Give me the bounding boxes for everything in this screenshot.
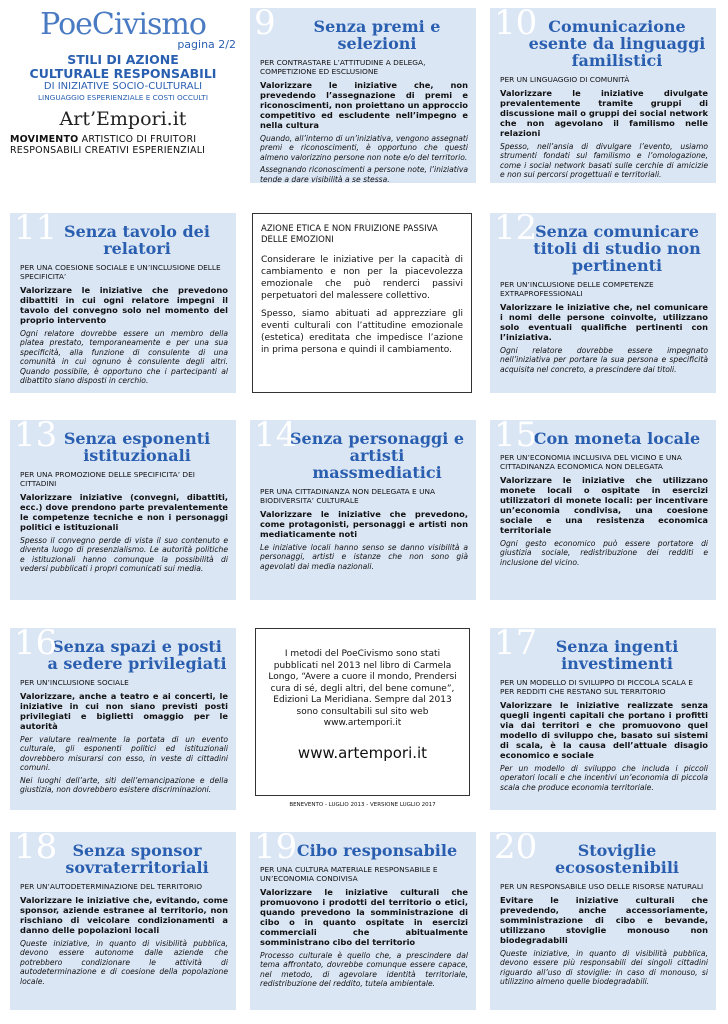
card-title: Stoviglie ecosostenibili xyxy=(555,841,679,877)
card-note: Le iniziative locali hanno senso se danno visibilità a personaggi, artisti e istanze che non sono già agevolati dai media nazionali. xyxy=(260,543,468,571)
card-title: Comunicazione esente da linguaggi familistici xyxy=(528,17,706,70)
card-17 xyxy=(490,628,716,810)
card-main-text: Valorizzare le iniziative che utilizzano monete locali o ospitate in esercizi utilizzatori di monete locali: per incentivare un’economia condivisa, una coesione sociale e una resistenza economica territoriale xyxy=(500,475,708,535)
card-title: Senza ingenti investimenti xyxy=(555,637,679,673)
card-title: Senza spazi e posti a sedere privilegiati xyxy=(47,637,227,673)
card-main-text: Valorizzare le iniziative che prevedono, come protagonisti, personaggi e artisti non mediaticamente noti xyxy=(260,509,468,539)
brand-name: Art’Empori.it xyxy=(59,108,187,130)
header xyxy=(10,7,236,192)
website-link[interactable]: www.artempori.it xyxy=(297,743,428,762)
card-main-text: Valorizzare le iniziative divulgate prevalentemente tramite gruppi di discussione mail o gruppi dei social network che non agevolano il familismo nelle relazioni xyxy=(500,88,708,138)
card-title: Senza personaggi e artisti massmediatici xyxy=(289,429,465,482)
card-main-text: Valorizzare le iniziative che prevedono dibattiti in cui ogni relatore impegni il tavolo del convegno solo nel momento del proprio intervento xyxy=(20,285,228,325)
card-20 xyxy=(490,832,716,1010)
card-number: 16 xyxy=(14,628,58,663)
card-note: Ogni gesto economico può essere portatore di giustizia sociale, redistribuzione dei redditi e inclusione del vicino. xyxy=(500,539,708,567)
movement-line: MOVIMENTO ARTISTICO DI FRUITORI xyxy=(10,134,197,145)
card-note: Quando, all’interno di un’iniziativa, vengono assegnati premi e riconoscimenti, è opportuno che questi almeno valorizzino persone non note e/o del territorio. xyxy=(260,134,468,162)
card-subtitle: PER CONTRASTARE L’ATTITUDINE A DELEGA, COMPETIZIONE ED ESCLUSIONE xyxy=(260,58,426,76)
card-subtitle: PER UNA CULTURA MATERIALE RESPONSABILE E UN’ECONOMIA CONDIVISA xyxy=(260,865,438,883)
card-note: Ogni relatore dovrebbe essere un membro della platea prestato, temporaneamente e per una sua specificità, alla funzione di consulente di una comunità in cui ognuno è consulente degli altri. Quando possibile, è opportuno che i partecipanti al dibattito siano disposti in cerchio. xyxy=(20,329,228,386)
card-subtitle: PER UN’INCLUSIONE SOCIALE xyxy=(20,678,129,687)
header-subtitle: DI INIZIATIVE SOCIO-CULTURALI xyxy=(43,81,203,92)
card-subtitle: PER UN’ECONOMIA INCLUSIVA DEL VICINO E UNA CITTADINANZA ECONOMICA NON DELEGATA xyxy=(500,453,682,471)
card-19 xyxy=(250,832,476,1010)
card-9 xyxy=(250,8,476,183)
card-title: Senza comunicare titoli di studio non pertinenti xyxy=(533,222,701,275)
card-title: Con moneta locale xyxy=(533,429,701,448)
card-subtitle: PER UN LINGUAGGIO DI COMUNITÀ xyxy=(500,75,630,84)
movement-line-2: RESPONSABILI CREATIVI ESPERIENZIALI xyxy=(10,145,206,156)
card-number: 19 xyxy=(254,832,298,867)
card-note: Per un modello di sviluppo che includa i piccoli operatori locali e che incentivi un’economia di piccola scala che produce economia territoriale. xyxy=(500,764,708,792)
card-12 xyxy=(490,213,716,393)
card-main-text: Valorizzare le iniziative culturali che promuovono i prodotti del territorio o etici, quando prevedono la somministrazione di cibo o in quanto ospitate in esercizi commerciali che abitualmente somministrano cibo del territorio xyxy=(260,887,468,947)
card-note: Per valutare realmente la portata di un evento culturale, gli esponenti politici ed istituzionali dovrebbero misurarsi con esso, in veste di cittadini comuni. xyxy=(20,735,228,773)
ethic-paragraph: Considerare le iniziative per la capacità di cambiamento e non per la piacevolezza emozionale che può renderci passivi perpetuatori del malessere collettivo. xyxy=(261,255,463,301)
header-tagline: LINGUAGGIO ESPERIENZIALE E COSTI OCCULTI xyxy=(37,93,208,102)
card-10 xyxy=(490,8,716,183)
card-number: 14 xyxy=(254,420,298,455)
card-number: 18 xyxy=(14,832,58,867)
card-14 xyxy=(250,420,476,600)
card-subtitle: PER UN RESPONSABILE USO DELLE RISORSE NATURALI xyxy=(500,882,704,891)
ethic-box xyxy=(252,213,472,393)
card-subtitle: PER UN’INCLUSIONE DELLE COMPETENZE EXTRAPROFESSIONALI xyxy=(500,280,654,298)
card-note: Nei luoghi dell’arte, siti dell’emancipazione e della giustizia, non dovrebbero esistere discriminazioni. xyxy=(20,775,228,795)
card-note: Queste iniziative, in quanto di visibilità pubblica, devono essere più responsabili dei singoli cittadini riguardo all’uso di stoviglie: in caso di monouso, si utilizzino almeno quelle biodegradabili. xyxy=(500,949,708,987)
card-main-text: Evitare le iniziative culturali che prevedendo, anche accessoriamente, somministrazione di cibo e bevande, utilizzano stoviglie monouso non biodegradabili xyxy=(500,895,708,945)
card-18 xyxy=(10,832,236,1010)
card-number: 13 xyxy=(14,420,58,455)
card-13 xyxy=(10,420,236,600)
card-main-text: Valorizzare le iniziative realizzate senza quegli ingenti capitali che portano i profitti via dai territori e che promuovono quel modello di sviluppo che, basato sui sistemi di scala, è la causa dell’attuale disagio economico e sociale xyxy=(500,700,708,760)
card-title: Senza sponsor sovraterritoriali xyxy=(65,841,209,877)
card-note: Spesso il convegno perde di vista il suo contenuto e diventa luogo di presenzialismo. Le autorità politiche e istituzionali hanno comunque la possibilità di vedersi pubblicati i propri comunicati sui media. xyxy=(20,536,228,574)
card-title: Senza esponenti istituzionali xyxy=(63,429,211,465)
card-number: 17 xyxy=(494,628,538,663)
card-number: 20 xyxy=(494,832,538,867)
card-note: Assegnando riconoscimenti a persone note, l’iniziativa tende a dare visibilità a se stessa. xyxy=(260,165,468,183)
card-number: 15 xyxy=(494,420,538,455)
card-subtitle: PER UN MODELLO DI SVILUPPO DI PICCOLA SCALA E PER REDDITI CHE RESTANO SUL TERRITORIO xyxy=(500,678,693,696)
card-main-text: Valorizzare, anche a teatro e ai concerti, le iniziative in cui non siano previsti posti privilegiati e biglietti omaggio per le autorità xyxy=(20,691,228,731)
card-note: Processo culturale è quello che, a prescindere dal tema affrontato, dovrebbe comunque essere capace, nel metodo, di agevolare identità territoriale, redistribuzione del reddito, tutela ambientale. xyxy=(260,951,468,989)
card-15 xyxy=(490,420,716,600)
card-main-text: Valorizzare le iniziative che, nel comunicare i nomi delle persone coinvolte, utilizzano solo eventuali qualifiche pertinenti con l’iniziativa. xyxy=(500,302,708,342)
card-subtitle: PER UNA COESIONE SOCIALE E UN’INCLUSIONE DELLE SPECIFICITA’ xyxy=(20,263,221,281)
footer-note: BENEVENTO - LUGLIO 2013 - VERSIONE LUGLIO 2017 xyxy=(289,802,436,808)
header-title: STILI DI AZIONE CULTURALE RESPONSABILI xyxy=(29,52,217,81)
card-subtitle: PER UNA CITTADINANZA NON DELEGATA E UNA BIODIVERSITA’ CULTURALE xyxy=(260,487,436,505)
card-note: Ogni relatore dovrebbe essere impegnato nell’iniziativa per portare la sua persona e specificità acquisita nel concreto, a prescindere dai titoli. xyxy=(500,346,708,374)
card-main-text: Valorizzare le iniziative che, non prevedendo l’assegnazione di premi e riconoscimenti, non proiettano un approccio competitivo ed escludente nell’impegno e nella cultura xyxy=(260,80,468,130)
card-subtitle: PER UNA PROMOZIONE DELLE SPECIFICITA’ DEI CITTADINI xyxy=(20,470,195,488)
logo: PoeCivismo xyxy=(40,7,206,42)
card-number: 11 xyxy=(14,213,58,248)
ethic-paragraph: Spesso, siamo abituati ad apprezziare gli eventi culturali con l’attitudine emozionale (estetica) ereditata che impedisce l’azione in prima persona e quindi il cambiamento. xyxy=(261,309,463,355)
card-title: Cibo responsabile xyxy=(296,841,458,860)
card-note: Queste iniziative, in quanto di visibilità pubblica, devono essere autonome dalle aziende che potrebbero condizionare le attività di autodeterminazione e di coesione della popolazione locale. xyxy=(20,939,228,986)
card-16 xyxy=(10,628,236,810)
card-number: 12 xyxy=(494,213,538,248)
card-main-text: Valorizzare le iniziative che, evitando, come sponsor, aziende estranee al territorio, non rischiano di veicolare condizionamenti a danno delle popolazioni locali xyxy=(20,895,228,935)
page-number: pagina 2/2 xyxy=(177,38,236,51)
card-number: 9 xyxy=(254,8,276,43)
card-subtitle: PER UN’AUTODETERMINAZIONE DEL TERRITORIO xyxy=(20,882,203,891)
card-note: Spesso, nell’ansia di divulgare l’evento, usiamo strumenti fondati sul familismo e l’omologazione, come i social network basati sulle cerchie di amicizie e non sui percorsi progettuali e territoriali. xyxy=(500,142,708,180)
info-text: I metodi del PoeCivismo sono stati pubblicati nel 2013 nel libro di Carmela Longo, “Avere a cuore il mondo, Prendersi cura di sé, degli altri, del bene comune”, Edizioni La Meridiana. Sempre dal 2013 sono consultabili sul sito web www.artempori.it xyxy=(268,649,457,728)
ethic-heading: AZIONE ETICA E NON FRUIZIONE PASSIVA DELLE EMOZIONI xyxy=(261,224,438,245)
card-number: 10 xyxy=(494,8,538,43)
card-title: Senza tavolo dei relatori xyxy=(64,222,210,258)
card-title: Senza premi e selezioni xyxy=(313,17,441,53)
card-11 xyxy=(10,213,236,393)
info-box xyxy=(255,628,470,796)
card-main-text: Valorizzare iniziative (convegni, dibattiti, ecc.) dove prendono parte prevalentemente le competenze tecniche e non i personaggi politici e istituzionali xyxy=(20,492,228,532)
